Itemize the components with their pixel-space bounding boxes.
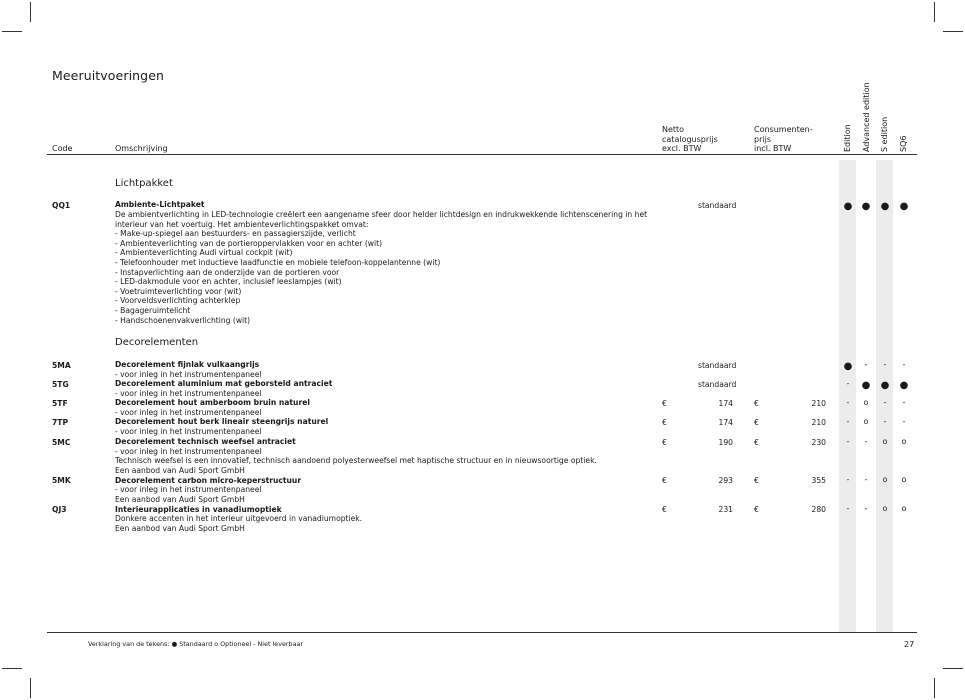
option-description-line: Een aanbod van Audi Sport GmbH (115, 465, 245, 475)
consumer-price: 210 (811, 399, 826, 408)
availability-mark: - (883, 417, 887, 426)
option-description-line: - Make-up-spiegel aan bestuurders- en passagierszijde, verlicht (115, 229, 356, 239)
edition-column-shade (839, 160, 856, 632)
availability-mark: - (846, 504, 850, 513)
edition-column-shade (876, 160, 893, 632)
availability-mark: ● (899, 380, 909, 391)
availability-mark: - (846, 417, 850, 426)
header-rule (47, 154, 917, 155)
netto-price: 231 (718, 505, 733, 514)
consumer-price: 355 (811, 476, 826, 485)
consumer-price: 280 (811, 505, 826, 514)
option-description-line: De ambientverlichting in LED-technologie creëlert een aangename sfeer door helder lichtdesign en indrukwekkende lichtenscenering in het (115, 210, 648, 219)
option-description-line: Donkere accenten in het interieur uitgevoerd in vanadiumoptiek. (115, 514, 363, 524)
option-code: 5TG (52, 380, 69, 389)
netto-price: 293 (718, 476, 733, 485)
option-description-line: - LED-dakmodule voor en achter, inclusief leeslampjes (wit) (115, 277, 342, 287)
availability-mark: - (883, 398, 887, 407)
consumer-price: 210 (811, 418, 826, 427)
option-description-line: - voor inleg in het instrumentenpaneel (115, 407, 262, 417)
availability-mark: ● (843, 201, 853, 212)
option-title: Interieurapplicaties in vanadiumoptiek (115, 504, 282, 514)
option-description-line: - Instapverlichting aan de onderzijde van de portieren voor (115, 267, 340, 277)
availability-mark: - (846, 475, 850, 484)
option-title: Decorelement hout berk lineair steengrijs naturel (115, 417, 329, 426)
euro-sign: € (754, 399, 759, 408)
price-standard: standaard (698, 380, 737, 389)
availability-mark: - (864, 360, 868, 369)
option-code: 5MK (52, 476, 71, 485)
option-description-line: - voor inleg in het instrumentenpaneel (115, 369, 262, 379)
euro-sign: € (754, 438, 759, 447)
column-header-description: Omschrijving (115, 144, 168, 153)
section-title-lichtpakket: Lichtpakket (115, 178, 173, 189)
availability-mark: o (901, 437, 907, 446)
option-description-line: Een aanbod van Audi Sport GmbH (115, 523, 245, 533)
availability-mark: - (902, 360, 906, 369)
euro-sign: € (754, 418, 759, 427)
option-description-line: - Voetruimteverlichting voor (wit) (115, 286, 242, 296)
column-header-consumer: Consumenten- prijs incl. BTW (754, 125, 813, 153)
option-title: Decorelement aluminium mat geborsteld antraciet (115, 379, 333, 388)
euro-sign: € (754, 476, 759, 485)
availability-mark: o (882, 504, 888, 513)
availability-mark: ● (880, 380, 890, 391)
page-number: 27 (904, 640, 915, 649)
option-title: Decorelement carbon micro-keperstructuur (115, 475, 302, 485)
option-description-line: - Voorveldsverlichting achterklep (115, 296, 241, 306)
availability-mark: - (902, 398, 906, 407)
netto-price: 190 (718, 438, 733, 447)
availability-mark: - (864, 437, 868, 446)
availability-mark: - (864, 504, 868, 513)
euro-sign: € (662, 418, 667, 427)
column-header-edition: Edition (843, 124, 852, 152)
availability-mark: o (863, 398, 869, 407)
availability-mark: ● (861, 201, 871, 212)
availability-mark: o (882, 437, 888, 446)
option-description-line: - Bagageruimtelicht (115, 306, 191, 315)
crop-mark (2, 31, 22, 32)
availability-mark: - (883, 360, 887, 369)
option-description-line: interieur van het voertuig. Het ambienteverlichtingspakket omvat: (115, 219, 369, 229)
option-description-line: - Handschoenenvakverlichting (wit) (115, 315, 251, 325)
euro-sign: € (754, 505, 759, 514)
consumer-price: 230 (811, 438, 826, 447)
availability-mark: - (846, 398, 850, 407)
column-header-s-edition: S edition (880, 116, 889, 152)
column-header-netto: Netto catalogusprijs excl. BTW (662, 125, 718, 153)
availability-mark: ● (880, 201, 890, 212)
euro-sign: € (662, 399, 667, 408)
crop-mark (943, 31, 963, 32)
availability-mark: - (902, 417, 906, 426)
availability-mark: - (864, 475, 868, 484)
euro-sign: € (662, 438, 667, 447)
option-description-line: - voor inleg in het instrumentenpaneel (115, 388, 262, 398)
option-description-line: Een aanbod van Audi Sport GmbH (115, 494, 245, 504)
option-title: Ambiente-Lichtpaket (115, 200, 205, 209)
option-description-line: - voor inleg in het instrumentenpaneel (115, 446, 262, 456)
crop-mark (30, 2, 31, 22)
option-code: 7TP (52, 418, 69, 427)
option-description-line: - Ambienteverlichting van de portieroppervlakken voor en achter (wit) (115, 238, 383, 248)
option-code: 5MA (52, 361, 71, 370)
availability-mark: ● (843, 361, 853, 372)
crop-mark (2, 668, 22, 669)
option-code: QQ1 (52, 201, 71, 210)
availability-mark: - (846, 379, 850, 388)
option-title: Decorelement fijnlak vulkaangrijs (115, 360, 260, 369)
availability-mark: - (846, 437, 850, 446)
option-description-line: - Ambienteverlichting Audi virtual cockpit (wit) (115, 248, 293, 258)
netto-price: 174 (718, 418, 733, 427)
legend: Verklaring van de tekens: ● Standaard o Optioneel - Niet leverbaar (88, 640, 304, 648)
price-standard: standaard (698, 361, 737, 370)
availability-mark: o (901, 475, 907, 484)
crop-mark (934, 2, 935, 22)
availability-mark: o (863, 417, 869, 426)
section-title-decorelementen: Decorelementen (115, 337, 199, 348)
availability-mark: o (882, 475, 888, 484)
option-description-line: - voor inleg in het instrumentenpaneel (115, 485, 262, 495)
price-standard: standaard (698, 201, 737, 210)
option-description-line: - voor inleg in het instrumentenpaneel (115, 426, 262, 436)
availability-mark: ● (899, 201, 909, 212)
column-header-advanced-edition: Advanced edition (862, 82, 871, 152)
column-header-sq6: SQ6 (899, 135, 908, 152)
availability-mark: o (901, 504, 907, 513)
option-title: Decorelement technisch weefsel antraciet (115, 437, 296, 446)
option-title: Decorelement hout amberboom bruin naturel (115, 398, 310, 407)
euro-sign: € (662, 505, 667, 514)
option-code: QJ3 (52, 505, 67, 514)
euro-sign: € (662, 476, 667, 485)
column-header-code: Code (52, 144, 73, 153)
option-code: 5MC (52, 438, 71, 447)
crop-mark (943, 668, 963, 669)
page-title: Meeruitvoeringen (52, 68, 165, 83)
option-code: 5TF (52, 399, 68, 408)
option-description-line: Technisch weefsel is een innovatief, technisch aandoend polyesterweefsel met haptische structuur en in nieuwsoortige optiek. (115, 456, 597, 466)
footer-rule (47, 632, 917, 633)
option-description-line: - Telefoonhouder met inductieve laadfunctie en mobiele telefoon-koppelantenne (wit) (115, 258, 441, 267)
netto-price: 174 (718, 399, 733, 408)
availability-mark: ● (861, 380, 871, 391)
crop-mark (934, 678, 935, 698)
crop-mark (30, 678, 31, 698)
